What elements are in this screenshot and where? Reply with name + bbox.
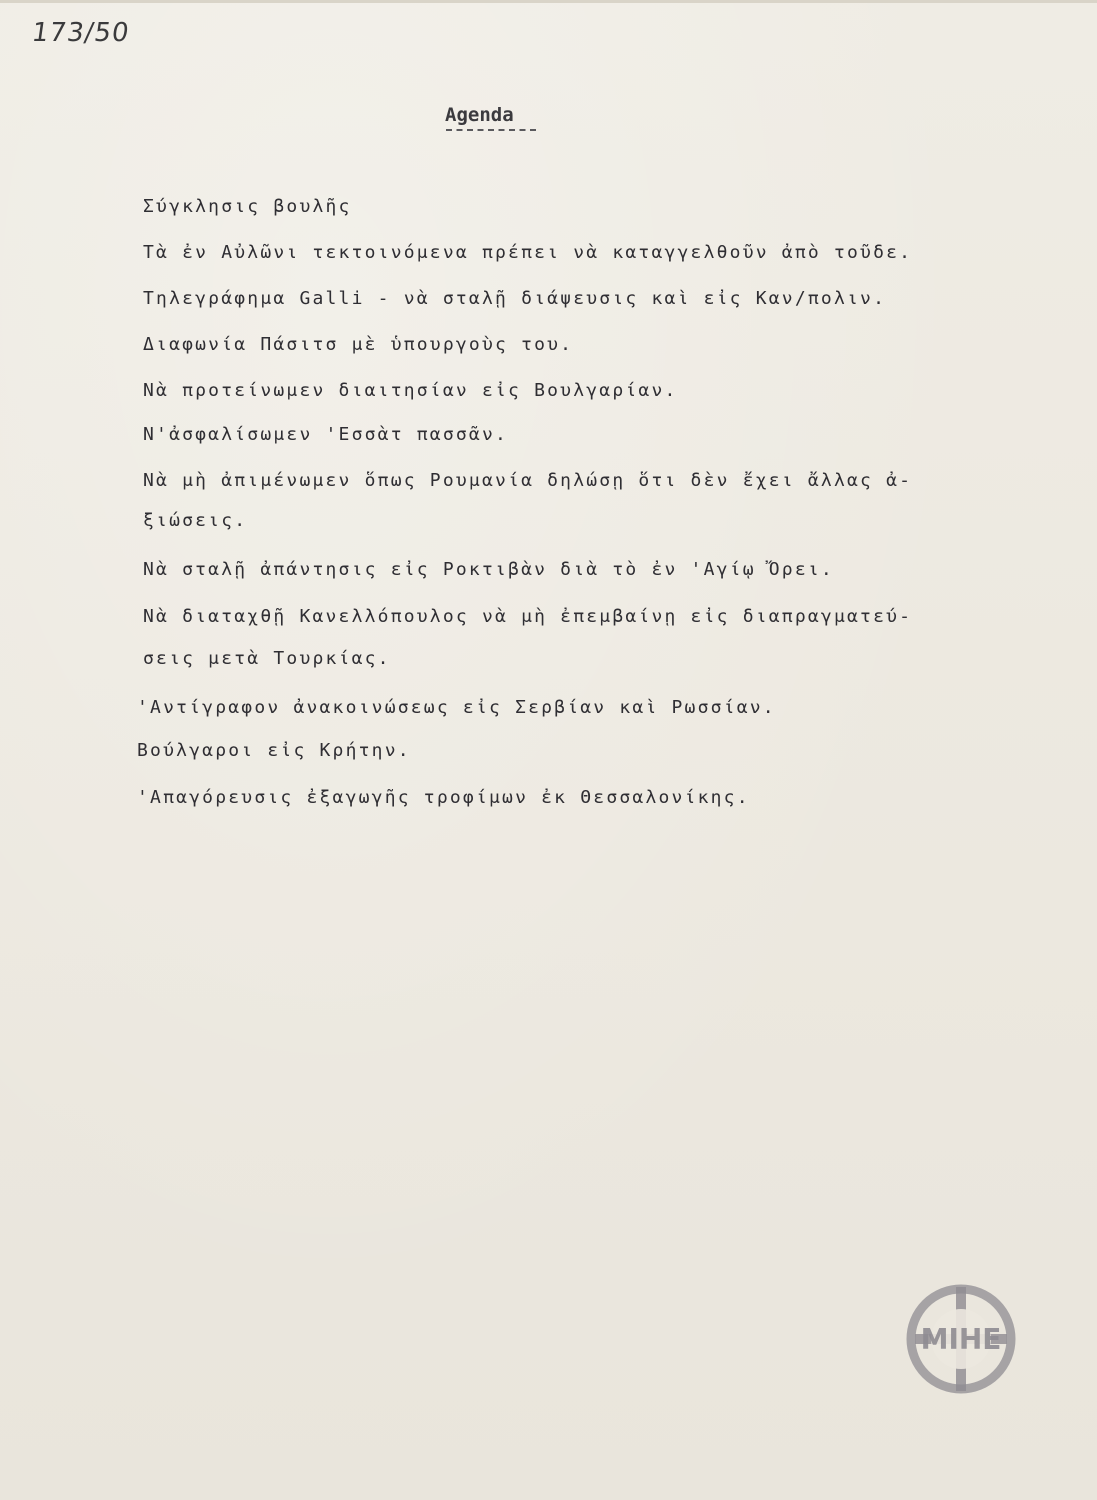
archive-seal-watermark xyxy=(905,1283,1017,1395)
document-title: Agenda xyxy=(445,104,514,126)
agenda-item: Διαφωνία Πάσιτσ μὲ ὑπουργοὺς του. xyxy=(143,334,574,355)
page-edge xyxy=(0,0,1097,3)
agenda-item: Σύγκλησις βουλῆς xyxy=(143,196,352,217)
agenda-item: Ν'ἀσφαλίσωμεν 'Εσσὰτ πασσᾶν. xyxy=(143,424,509,445)
agenda-item: 'Απαγόρευσις ἐξαγωγῆς τροφίμων ἐκ Θεσσαλονίκης. xyxy=(137,787,750,808)
archive-reference-number: 173/50 xyxy=(29,18,132,48)
agenda-item: Νὰ διαταχθῇ Κανελλόπουλος νὰ μὴ ἐπεμβαίνῃ εἰς διαπραγματεύ- xyxy=(143,606,913,627)
agenda-item: Νὰ προτείνωμεν διαιτησίαν εἰς Βουλγαρίαν. xyxy=(143,380,678,401)
agenda-item: Νὰ σταλῇ ἀπάντησις εἰς Ροκτιβὰν διὰ τὸ ἐν 'Αγίῳ Ὄρει. xyxy=(143,559,834,580)
agenda-item: Τὰ ἐν Αὐλῶνι τεκτοινόμενα πρέπει νὰ καταγγελθοῦν ἀπὸ τοῦδε. xyxy=(143,242,913,263)
agenda-item: Τηλεγράφημα Galli - νὰ σταλῇ διάψευσις καὶ εἰς Καν/πολιν. xyxy=(143,288,887,309)
title-underline xyxy=(446,129,536,131)
agenda-item: 'Αντίγραφον ἀνακοινώσεως εἰς Σερβίαν καὶ Ρωσσίαν. xyxy=(137,697,776,718)
agenda-item-continuation: σεις μετὰ Τουρκίας. xyxy=(143,648,391,669)
agenda-item-continuation: ξιώσεις. xyxy=(143,510,248,531)
agenda-item: Βούλγαροι εἰς Κρήτην. xyxy=(137,740,411,761)
agenda-item: Νὰ μὴ ἀπιμένωμεν ὅπως Ρουμανία δηλώσῃ ὅτι δὲν ἔχει ἄλλας ἀ- xyxy=(143,470,913,491)
svg-text:ΜΙΗΕ: ΜΙΗΕ xyxy=(920,1323,1002,1356)
